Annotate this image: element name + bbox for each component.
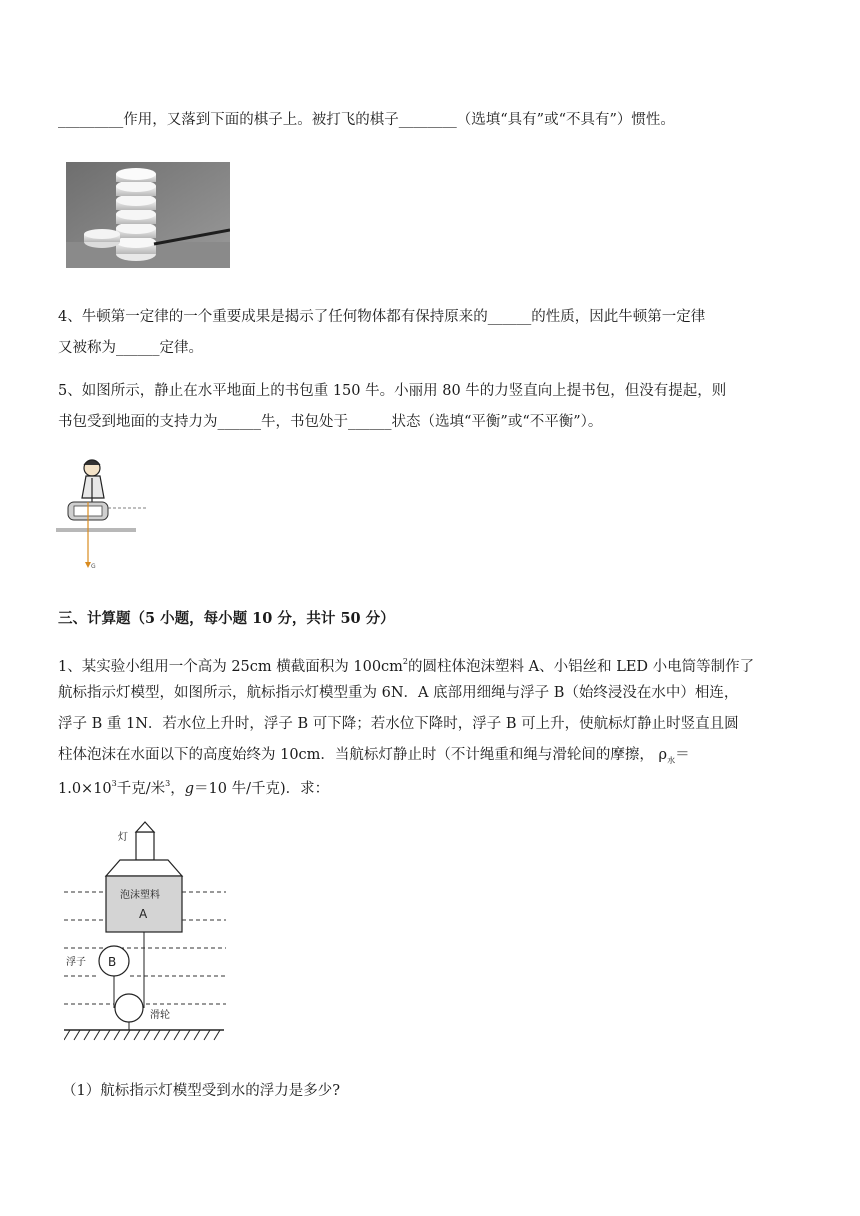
calc1-text-line-2: 航标指示灯模型，如图所示，航标指示灯模型重为 6N．A 底部用细绳与浮子 B（始终浸没在水中）相连， <box>58 685 739 701</box>
q5-text-line-2: 书包受到地面的支持力为______牛，书包处于______状态（选填“平衡”或“不平衡”）。 <box>58 414 603 430</box>
calc1-text-line-3: 浮子 B 重 1N．若水位上升时，浮子 B 可下降；若水位下降时，浮子 B 可上升，使航标灯静止时竖直且圆 <box>58 716 739 732</box>
lamp <box>118 822 154 860</box>
girl-drawing <box>82 460 104 504</box>
calc1-text-line-5: $1.0\times 10^3$千克/米$^3$，g＝10 牛/千克)．求： <box>58 779 330 797</box>
chess-pieces-photo <box>66 162 230 268</box>
section-3-heading: 三、计算题（5 小题，每小题 10 分，共计 50 分） <box>58 610 395 627</box>
calc1-text-line-1: 1、某实验小组用一个高为 25cm 横截面积为 $100cm^2$的圆柱体泡沫塑料 A、小铝丝和 LED 小电筒等制作了 <box>58 657 755 675</box>
q4-text-line-1: 4、牛顿第一定律的一个重要成果是揭示了任何物体都有保持原来的______的性质，因此牛顿第一定律 <box>58 309 706 325</box>
gravity-label: G <box>91 563 96 570</box>
pulley <box>115 994 143 1022</box>
foam-cylinder-a <box>106 876 182 932</box>
float-label: 浮子 <box>66 957 86 968</box>
foam-roof <box>106 860 182 876</box>
q5-text-line-1: 5、如图所示，静止在水平地面上的书包重 150 牛。小丽用 80 牛的力竖直向上提书包，但没有提起，则 <box>58 383 727 399</box>
q3-text-line: _________作用，又落到下面的棋子上。被打飞的棋子________（选填“具有”或“不具有”）惯性。 <box>58 112 675 128</box>
schoolbag-figure <box>56 456 156 576</box>
ground-hatch <box>64 1030 224 1040</box>
flying-chess-piece <box>84 229 120 248</box>
q4-text-line-2: 又被称为______定律。 <box>58 340 203 356</box>
calc1-subquestion-1: （1）航标指示灯模型受到水的浮力是多少? <box>62 1083 340 1099</box>
float-b-label: B <box>108 955 117 969</box>
foam-label: 泡沫塑料 <box>120 890 160 901</box>
lamp-label: 灯 <box>118 832 128 843</box>
foam-a-label: A <box>139 907 148 921</box>
stacked-chess-pieces <box>116 168 156 261</box>
buoy-lamp-diagram <box>64 818 226 1044</box>
pulley-label: 滑轮 <box>150 1010 170 1021</box>
calc1-text-line-4: 柱体泡沫在水面以下的高度始终为 10cm．当航标灯静止时（不计绳重和绳与滑轮间的摩擦， $\rho_水=$ <box>58 747 690 765</box>
